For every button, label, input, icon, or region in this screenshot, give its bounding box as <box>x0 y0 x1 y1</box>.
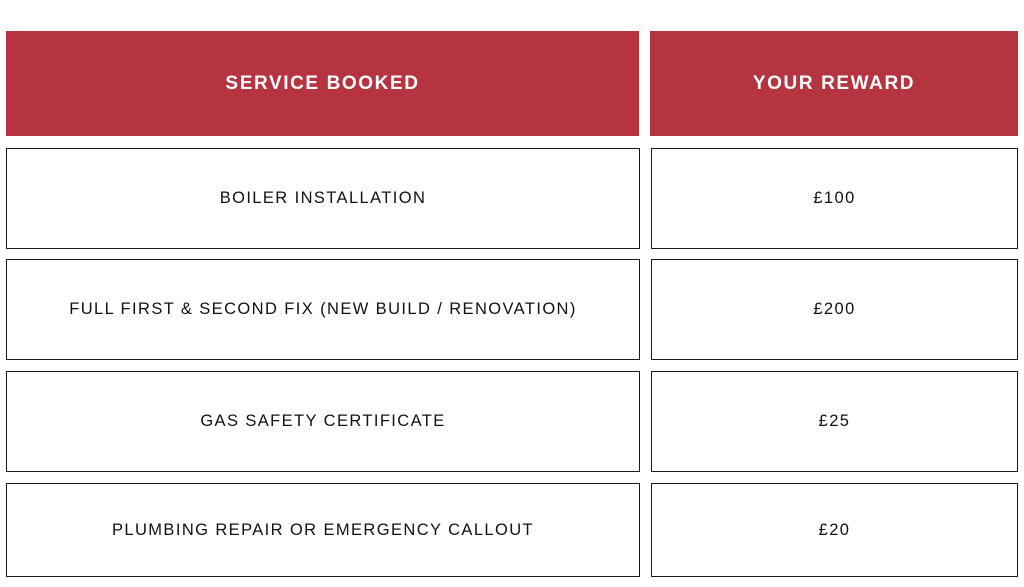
header-your-reward: YOUR REWARD <box>650 31 1018 136</box>
reward-cell-gas-safety-certificate: £25 <box>651 371 1018 472</box>
service-cell-full-first-second-fix: FULL FIRST & SECOND FIX (NEW BUILD / RENOVATION) <box>6 259 640 360</box>
service-cell-boiler-installation: BOILER INSTALLATION <box>6 148 640 249</box>
service-cell-gas-safety-certificate: GAS SAFETY CERTIFICATE <box>6 371 640 472</box>
reward-cell-full-first-second-fix: £200 <box>651 259 1018 360</box>
header-service-booked: SERVICE BOOKED <box>6 31 639 136</box>
reward-cell-plumbing-repair: £20 <box>651 483 1018 577</box>
service-cell-plumbing-repair: PLUMBING REPAIR OR EMERGENCY CALLOUT <box>6 483 640 577</box>
reward-cell-boiler-installation: £100 <box>651 148 1018 249</box>
